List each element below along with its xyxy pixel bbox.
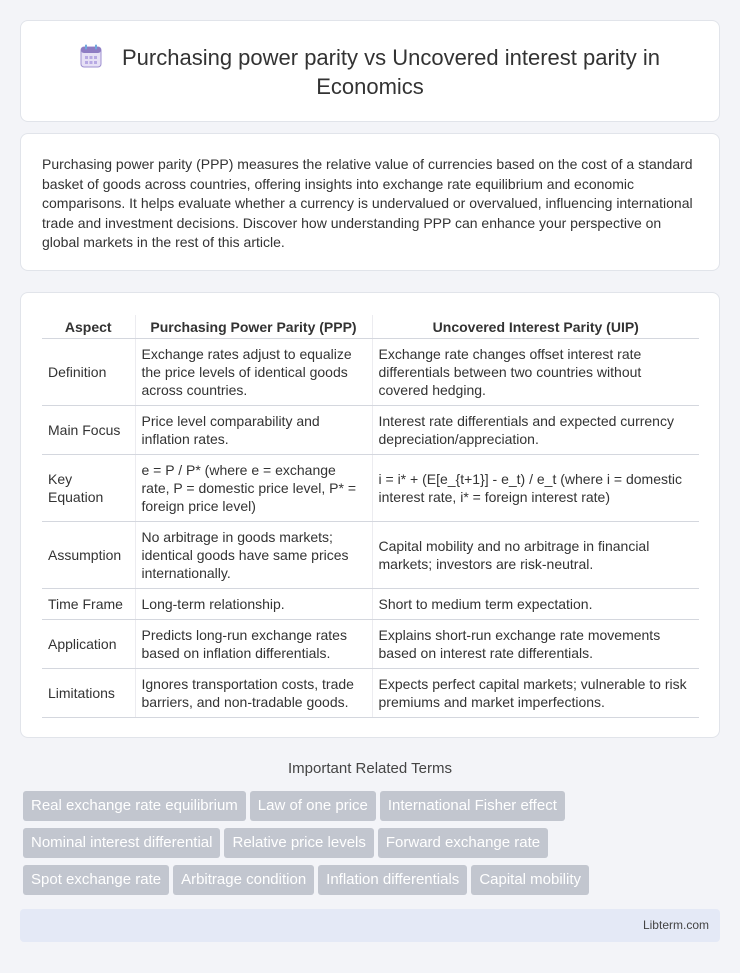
tag-row <box>23 865 723 902</box>
related-term-tag[interactable]: Law of one price <box>250 791 376 821</box>
related-term-tag[interactable]: Relative price levels <box>224 828 373 858</box>
comparison-table <box>42 315 699 718</box>
tag-row <box>23 791 723 828</box>
table-row <box>42 455 699 522</box>
header-aspect: Aspect <box>42 315 135 339</box>
row-ppp: Exchange rates adjust to equalize the price levels of identical goods across countries. <box>135 339 372 406</box>
row-uip: Exchange rate changes offset interest rate differentials between two countries without covered hedging. <box>372 339 699 406</box>
row-aspect: Key Equation <box>42 455 135 522</box>
row-aspect: Limitations <box>42 669 135 718</box>
title-card <box>20 20 720 122</box>
intro-card <box>20 133 720 271</box>
row-ppp: Ignores transportation costs, trade barriers, and non-tradable goods. <box>135 669 372 718</box>
row-uip: Capital mobility and no arbitrage in financial markets; investors are risk-neutral. <box>372 522 699 589</box>
related-term-tag[interactable]: International Fisher effect <box>380 791 565 821</box>
related-term-tag[interactable]: Real exchange rate equilibrium <box>23 791 246 821</box>
row-ppp: e = P / P* (where e = exchange rate, P = domestic price level, P* = foreign price level) <box>135 455 372 522</box>
table-row <box>42 620 699 669</box>
row-uip: Short to medium term expectation. <box>372 589 699 620</box>
table-row <box>42 339 699 406</box>
related-terms-title: Important Related Terms <box>288 760 452 777</box>
related-term-tag[interactable]: Nominal interest differential <box>23 828 220 858</box>
table-header-row <box>42 315 699 339</box>
related-term-tag[interactable]: Arbitrage condition <box>173 865 314 895</box>
footer-site-link[interactable]: Libterm.com <box>642 918 709 932</box>
page-title: Purchasing power parity vs Uncovered interest parity in Economics <box>121 45 661 99</box>
table-row <box>42 589 699 620</box>
row-aspect: Main Focus <box>42 406 135 455</box>
row-ppp: Predicts long-run exchange rates based on inflation differentials. <box>135 620 372 669</box>
row-ppp: Price level comparability and inflation rates. <box>135 406 372 455</box>
comparison-card <box>20 292 720 738</box>
calendar-icon <box>80 44 102 68</box>
footer-bar <box>20 909 720 942</box>
tag-row <box>23 828 723 865</box>
related-term-tag[interactable]: Spot exchange rate <box>23 865 169 895</box>
row-aspect: Definition <box>42 339 135 406</box>
related-term-tag[interactable]: Inflation differentials <box>318 865 467 895</box>
intro-paragraph: Purchasing power parity (PPP) measures the relative value of currencies based on the cost of a standard basket of goods across countries, offering insights into exchange rate equilibrium and economic comparisons. It helps evaluate whether a currency is undervalued or overvalued, influencing international trade and investment decisions. Discover how understanding PPP can enhance your perspective on global markets in the rest of this article. <box>42 156 693 250</box>
related-term-tag[interactable]: Forward exchange rate <box>378 828 548 858</box>
row-uip: i = i* + (E[e_{t+1}] - e_t) / e_t (where i = domestic interest rate, i* = foreign interest rate) <box>372 455 699 522</box>
row-uip: Interest rate differentials and expected currency depreciation/appreciation. <box>372 406 699 455</box>
related-term-tag[interactable]: Capital mobility <box>471 865 589 895</box>
page-title-wrap <box>21 43 719 101</box>
related-terms-list <box>23 791 723 902</box>
row-aspect: Assumption <box>42 522 135 589</box>
table-row <box>42 522 699 589</box>
row-aspect: Application <box>42 620 135 669</box>
row-uip: Expects perfect capital markets; vulnerable to risk premiums and market imperfections. <box>372 669 699 718</box>
header-uip: Uncovered Interest Parity (UIP) <box>372 315 699 339</box>
header-ppp: Purchasing Power Parity (PPP) <box>135 315 372 339</box>
table-row <box>42 406 699 455</box>
row-uip: Explains short-run exchange rate movements based on interest rate differentials. <box>372 620 699 669</box>
table-row <box>42 669 699 718</box>
row-aspect: Time Frame <box>42 589 135 620</box>
row-ppp: Long-term relationship. <box>135 589 372 620</box>
row-ppp: No arbitrage in goods markets; identical goods have same prices internationally. <box>135 522 372 589</box>
